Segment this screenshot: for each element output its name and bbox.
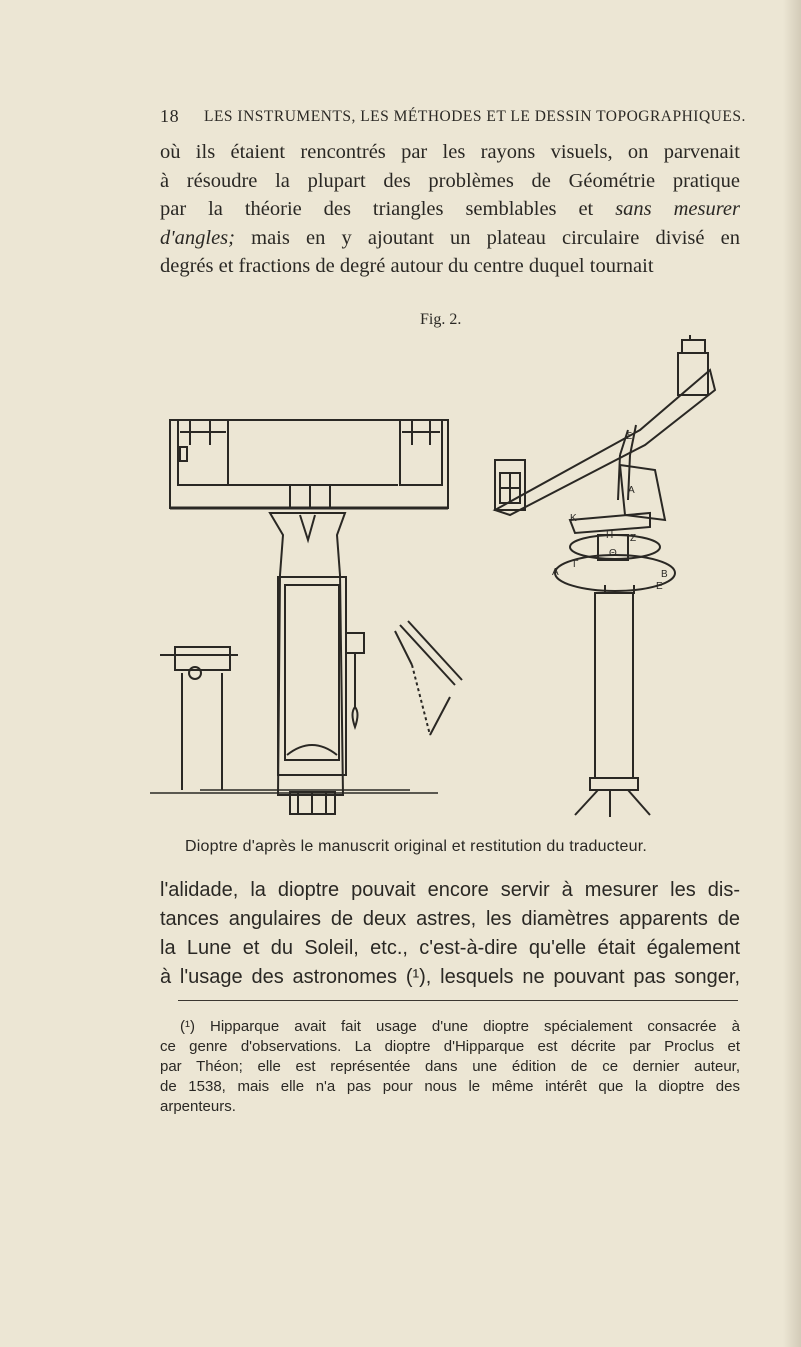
text-line: où ils étaient rencontrés par les rayons visuels, on parvenait (160, 141, 740, 163)
text-line: l'alidade, la dioptre pouvait encore servir à mesurer les dis- (160, 879, 740, 901)
page-number: 18 (160, 106, 180, 126)
footnote-line: de 1538, mais elle n'a pas pour nous le même intérêt que la dioptre des (160, 1078, 740, 1095)
text-line: à l'usage des astronomes (¹), lesquels ne pouvant pas songer, (160, 966, 740, 988)
footnote (160, 1017, 740, 1117)
letter-label: H (606, 530, 614, 541)
text-line: à résoudre la plupart des problèmes de Géométrie pratique (160, 169, 740, 192)
text-line: d'angles; mais en y ajoutant un plateau circulaire divisé en (160, 226, 740, 249)
running-title: LES INSTRUMENTS, LES MÉTHODES ET LE DESSIN TOPOGRAPHIQUES. (204, 108, 746, 125)
text-line: tances angulaires de deux astres, les diamètres apparents de (160, 908, 740, 930)
page-edge-shadow (783, 0, 801, 1347)
figure-caption: Dioptre d'après le manuscrit original et restitution du traducteur. (185, 838, 648, 855)
letter-label: Z (630, 533, 637, 544)
footnote-rule (178, 1000, 738, 1001)
paragraph-bottom (160, 876, 740, 992)
footnote-line: ce genre d'observations. La dioptre d'Hipparque est décrite par Proclus et (160, 1038, 740, 1055)
support-column (595, 593, 633, 778)
letter-label: Σ (626, 431, 633, 442)
italic-phrase: sans mesurer (615, 198, 741, 220)
text-line: la Lune et du Soleil, etc., c'est-à-dire qu'elle était également (160, 937, 740, 959)
letter-label: K (570, 513, 577, 524)
alidade-bar (495, 370, 715, 515)
dioptre-figure (150, 335, 730, 825)
dioptre-drawing (150, 335, 730, 825)
footnote-line: par Théon; elle est représentée dans une édition de ce dernier auteur, (160, 1058, 740, 1075)
footnote-line: (¹) Hipparque avait fait usage d'une dioptre spécialement consacrée à (180, 1018, 740, 1035)
paragraph-top (160, 138, 740, 281)
letter-label: A (628, 485, 635, 496)
figure-label: Fig. 2. (420, 311, 462, 328)
letter-label: A (552, 567, 559, 578)
italic-phrase: d'angles; (160, 226, 235, 249)
letter-label: Γ (573, 559, 579, 570)
text-line: degrés et fractions de degré autour du centre duquel tournait (160, 255, 654, 277)
footnote-line: arpenteurs. (160, 1098, 236, 1115)
letter-label: B (661, 569, 668, 580)
text-line: par la théorie des triangles semblables et sans mesurer (160, 198, 741, 220)
letter-label: Θ (609, 548, 617, 559)
letter-label: E (656, 581, 663, 592)
